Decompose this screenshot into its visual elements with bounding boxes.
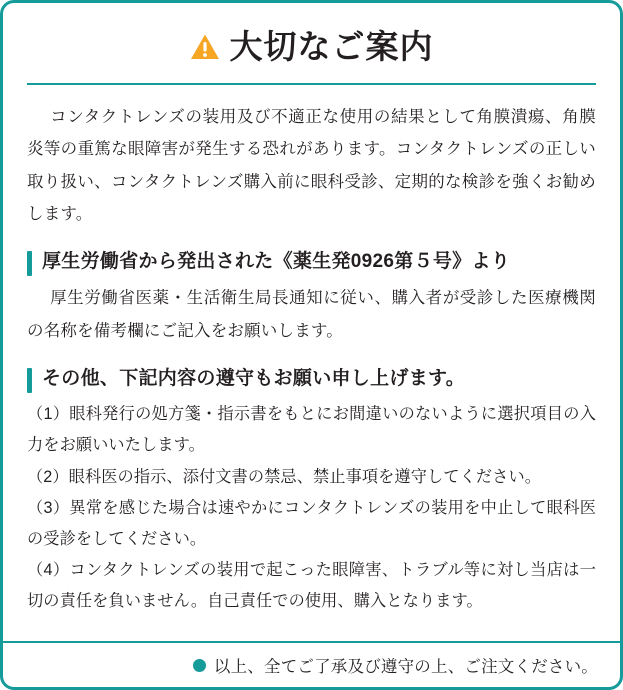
section-paragraph-ministry: 厚生労働省医薬・生活衛生局長通知に従い、購入者が受診した医療機関の名称を備考欄にご記入をお願いします。 xyxy=(27,289,596,340)
filled-circle-icon xyxy=(193,659,206,672)
section-heading-other xyxy=(27,365,596,394)
accent-bar-icon xyxy=(27,251,32,276)
warning-triangle-icon xyxy=(190,33,220,61)
page-title: 大切なご案内 xyxy=(229,28,434,65)
footer-inner xyxy=(193,653,598,677)
list-item: （1）眼科発行の処方箋・指示書をもとにお間違いのないように選択項目の入力をお願いいたします。 xyxy=(27,405,596,455)
accent-bar-icon xyxy=(27,368,32,393)
notice-footer xyxy=(3,641,620,687)
section-heading-text: 厚生労働省から発出された《薬生発0926第５号》より xyxy=(42,250,511,272)
title-divider xyxy=(27,83,596,85)
notice-title-row xyxy=(27,29,596,83)
list-item: （3）異常を感じた場合は速やかにコンタクトレンズの装用を中止して眼科医の受診をしてください。 xyxy=(27,498,596,548)
intro-paragraph: コンタクトレンズの装用及び不適正な使用の結果として角膜潰瘍、角膜炎等の重篤な眼障害が発生する恐れがあります。コンタクトレンズの正しい取り扱い、コンタクトレンズ購入前に眼科受診、定期的な検診を強くお勧めします。 xyxy=(27,108,596,223)
compliance-list xyxy=(27,399,596,617)
section-heading-ministry xyxy=(27,248,596,277)
list-item: （2）眼科医の指示、添付文書の禁忌、禁止事項を遵守してください。 xyxy=(27,467,542,486)
list-item: （4）コンタクトレンズの装用で起こった眼障害、トラブル等に対し当店は一切の責任を負いません。自己責任での使用、購入となります。 xyxy=(27,560,596,610)
section-heading-text: その他、下記内容の遵守もお願い申し上げます。 xyxy=(42,367,466,389)
footer-text: 以上、全てご了承及び遵守の上、ご注文ください。 xyxy=(213,658,598,676)
